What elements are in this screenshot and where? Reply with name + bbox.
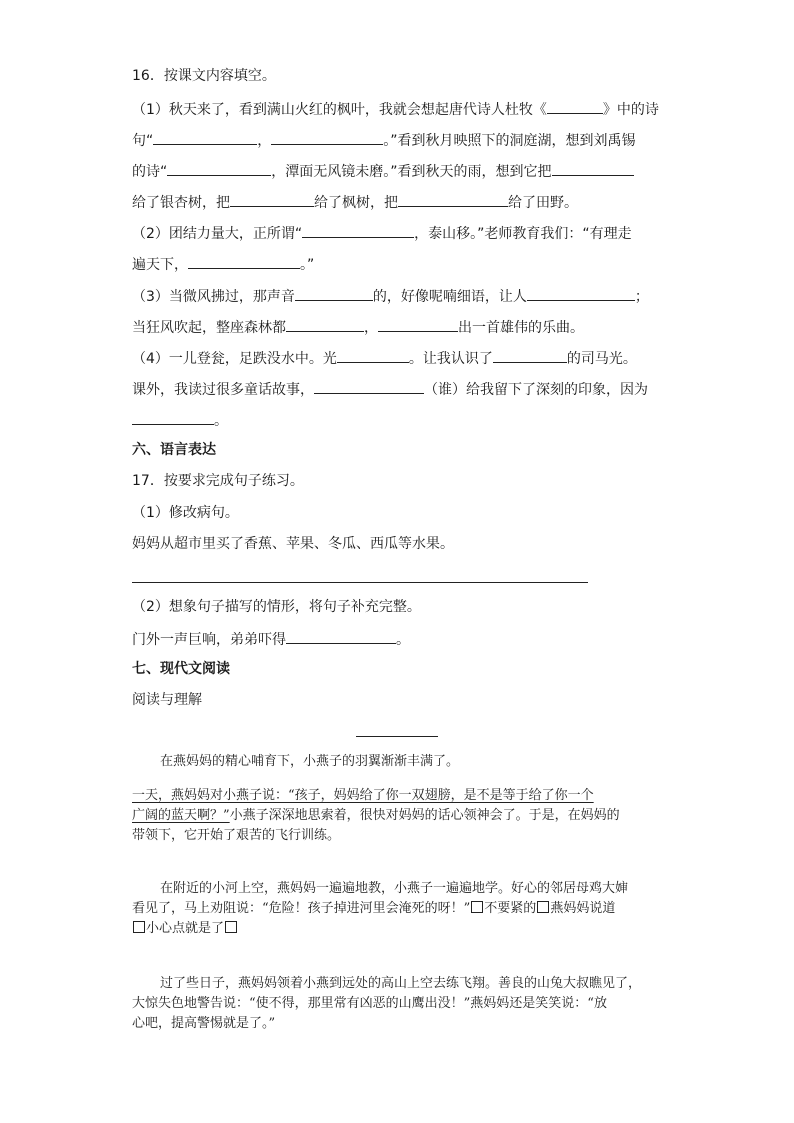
q16-2-line2: 遍天下， 。” — [132, 253, 314, 275]
passage-paragraph-1: 在燕妈妈的精心哺育下，小燕子的羽翼渐渐丰满了。 — [160, 754, 460, 769]
passage-paragraph-2: 一天，燕妈妈对小燕子说：“孩子，妈妈给了你一双翅膀，是不是等于给了你一个 广阔的蓝天啊？”小燕子深深地思索着，很快对妈妈的话心领神会了。于是，在妈妈的 带领下，它开始了艰苦的飞行训练。 — [132, 788, 620, 843]
q16-3-line2: 当狂风吹起，整座森林都 ， 出一首雄伟的乐曲。 — [132, 316, 584, 338]
section-7-heading: 七、现代文阅读 — [132, 661, 230, 677]
punctuation-box[interactable] — [133, 921, 145, 933]
q17-title: 17．按要求完成句子练习。 — [132, 473, 304, 489]
answer-blank[interactable] — [398, 191, 508, 207]
answer-line[interactable] — [132, 582, 588, 583]
section-6-heading: 六、语言表达 — [132, 442, 216, 458]
q17-sentence2: 门外一声巨响，弟弟吓得 。 — [132, 628, 410, 650]
q16-2-line1: （2）团结力量大，正所谓“ ，泰山移。”老师教育我们：“有理走 — [132, 222, 632, 244]
passage-paragraph-3: 在附近的小河上空，燕妈妈一遍遍地教，小燕子一遍遍地学。好心的邻居母鸡大婶 看见了，马上劝阻说：“危险！孩子掉进河里会淹死的呀！” 不要紧的 燕妈妈说道 小心点就是了 — [132, 881, 629, 936]
answer-blank[interactable] — [188, 253, 300, 269]
q16-4-line3: 。 — [132, 409, 228, 431]
q16-title: 16．按课文内容填空。 — [132, 68, 276, 84]
q16-4-line1: （4）一儿登瓮，足跌没水中。光 。让我认识了 的司马光。 — [132, 347, 637, 369]
answer-blank[interactable] — [286, 316, 364, 332]
q16-1-line2: 句“ ， 。”看到秋月映照下的洞庭湖，想到刘禹锡 — [132, 129, 636, 151]
answer-blank[interactable] — [230, 191, 314, 207]
q17-sentence1: 妈妈从超市里买了香蕉、苹果、冬瓜、西瓜等水果。 — [132, 536, 454, 552]
q16-1-line1: （1）秋天来了，看到满山火红的枫叶，我就会想起唐代诗人杜牧《 》中的诗 — [132, 98, 659, 120]
q16-3-line1: （3）当微风拂过，那声音 的，好像呢喃细语，让人 ； — [132, 285, 649, 307]
q16-1-line4: 给了银杏树，把 给了枫树，把 给了田野。 — [132, 191, 578, 213]
punctuation-box[interactable] — [225, 921, 237, 933]
underlined-sentence: 一天，燕妈妈对小燕子说：“孩子，妈妈给了你一双翅膀，是不是等于给了你一个 — [132, 788, 594, 803]
q17-sub2: （2）想象句子描写的情形，将句子补充完整。 — [132, 599, 421, 615]
passage-paragraph-4: 过了些日子，燕妈妈领着小燕到远处的高山上空去练飞翔。善良的山兔大叔瞧见了， 大惊失色地警告说：“使不得，那里常有凶恶的山鹰出没！”燕妈妈还是笑笑说：“放 心吧，提高警惕就是了。” — [132, 976, 642, 1031]
passage-title-blank[interactable] — [356, 736, 438, 737]
answer-blank[interactable] — [552, 160, 634, 176]
q17-sub1: （1）修改病句。 — [132, 505, 239, 521]
q16-1-line3: 的诗“ ，潭面无风镜未磨。”看到秋天的雨，想到它把 — [132, 160, 634, 182]
answer-blank[interactable] — [153, 129, 257, 145]
punctuation-box[interactable] — [471, 901, 483, 913]
answer-blank[interactable] — [378, 316, 458, 332]
underlined-sentence: 广阔的蓝天啊？” — [132, 808, 230, 823]
answer-blank[interactable] — [337, 347, 409, 363]
answer-blank[interactable] — [295, 285, 373, 301]
answer-blank[interactable] — [527, 285, 635, 301]
q16-4-line2: 课外，我读过很多童话故事， （谁）给我留下了深刻的印象，因为 — [132, 378, 648, 400]
answer-blank[interactable] — [132, 409, 214, 425]
punctuation-box[interactable] — [537, 901, 549, 913]
answer-blank[interactable] — [286, 628, 396, 644]
answer-blank[interactable] — [271, 129, 383, 145]
answer-blank[interactable] — [493, 347, 567, 363]
answer-blank[interactable] — [302, 222, 414, 238]
answer-blank[interactable] — [547, 98, 603, 114]
answer-blank[interactable] — [314, 378, 424, 394]
reading-subheading: 阅读与理解 — [132, 692, 202, 708]
answer-blank[interactable] — [167, 160, 271, 176]
